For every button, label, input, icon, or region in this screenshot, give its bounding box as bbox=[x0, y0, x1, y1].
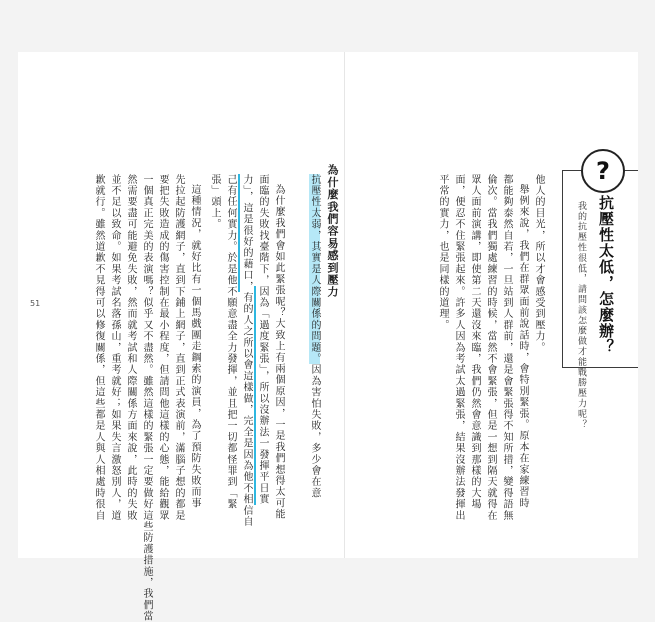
right-page-line-7: 平常的實力，也是同樣的道理。 bbox=[437, 174, 448, 331]
left-page-line-10: 然需要盡可能避免失敗，然而就考試和人際關係方面來說，此時的失敗 bbox=[125, 174, 136, 522]
left-page-highlight-line: 抗壓性太弱，其實是人際關係的問題。因為害怕失敗，多少會在意 bbox=[309, 174, 320, 499]
left-page-line-12: 歉就行。雖然道歉不見得可以修復關係，但這些都是人與人相處時很自 bbox=[93, 174, 104, 522]
left-page-line-4: 己有任何實力。於是他不願意盡全力發揮，並且把一切都怪罪到「緊 bbox=[225, 174, 236, 510]
left-page-line-11: 並不足以致命。如果考試名落孫山，重考就好；如果失言激怒別人，道 bbox=[109, 174, 120, 522]
page-number-left: 51 bbox=[30, 299, 41, 308]
question-title-box bbox=[562, 157, 638, 430]
right-page-line-4: 倫次。當我們獨處練習的時候，當然不會緊張，但是一想到隔天就得在 bbox=[485, 174, 496, 522]
left-page-line-3: 力」，這是很好的藉口，有的人之所以會這樣做，完全是因為他不相信自 bbox=[238, 174, 254, 527]
left-page-line-5: 張」頭上。 bbox=[209, 174, 220, 230]
right-page-line-3: 都能夠泰然自若，一旦站到人群前，還是會緊張得不知所措，變得語無 bbox=[501, 174, 512, 522]
highlighted-phrase-2: 力」，這是很好的藉口， bbox=[238, 174, 252, 292]
left-page-line-8: 要把失敗造成的傷害控制在最小程度，但請問他這樣的心態，能給觀眾 bbox=[157, 174, 168, 522]
chapter-title: 抗壓性太低，怎麼辦？ bbox=[597, 195, 615, 355]
left-page-line-6: 這種情況，就好比有一個馬戲團走鋼索的演員，為了預防失敗而事 bbox=[189, 184, 200, 509]
left-page-line-7: 先拉起防護網子，直到下鋪上網子，直到正式表演前，滿腦子想的都是 bbox=[173, 174, 184, 522]
question-mark-icon: ? bbox=[581, 149, 625, 193]
right-page-line-6: 面，便忍不住緊張起來。許多人因為考試太過緊張，結果沒辦法發揮出 bbox=[453, 174, 464, 522]
right-page-line-1: 他人的目光，所以才會感受到壓力。 bbox=[533, 174, 544, 354]
left-page-line-1: 為什麼我們會如此緊張呢？大致上有兩個原因，一是我們想得太可能 bbox=[273, 184, 284, 520]
right-page-line-2: 舉例來說，我們在群眾面前說話時，會特別緊張。原本在家練習時 bbox=[517, 184, 528, 509]
highlighted-sentence: 抗壓性太弱，其實是人際關係的問題。 bbox=[309, 174, 320, 365]
left-page-line-2: 面臨的失敗找臺階下，因為「過度緊張」，所以沒辦法一發揮平日實 bbox=[254, 174, 270, 505]
chapter-subtitle: 我的抗壓性很低，請問該怎麼做才能戰勝壓力呢？ bbox=[576, 201, 586, 430]
page-gutter bbox=[344, 52, 345, 558]
right-page-line-5: 眾人面前演講，即使第二天還沒來臨，我們仍然會意識到那樣的大場 bbox=[469, 174, 480, 510]
book-spread bbox=[18, 52, 638, 622]
highlighted-phrase-1: 因為「過度緊張」，所以沒辦法一發揮平日實 bbox=[254, 286, 268, 505]
left-page-line-9: 一個真正完美的表演嗎？似乎又不盡然。雖然這樣的緊張一定要做好這些防護措施，我們當 bbox=[141, 174, 152, 622]
section-heading: 為什麼我們容易感到壓力 bbox=[326, 164, 339, 299]
